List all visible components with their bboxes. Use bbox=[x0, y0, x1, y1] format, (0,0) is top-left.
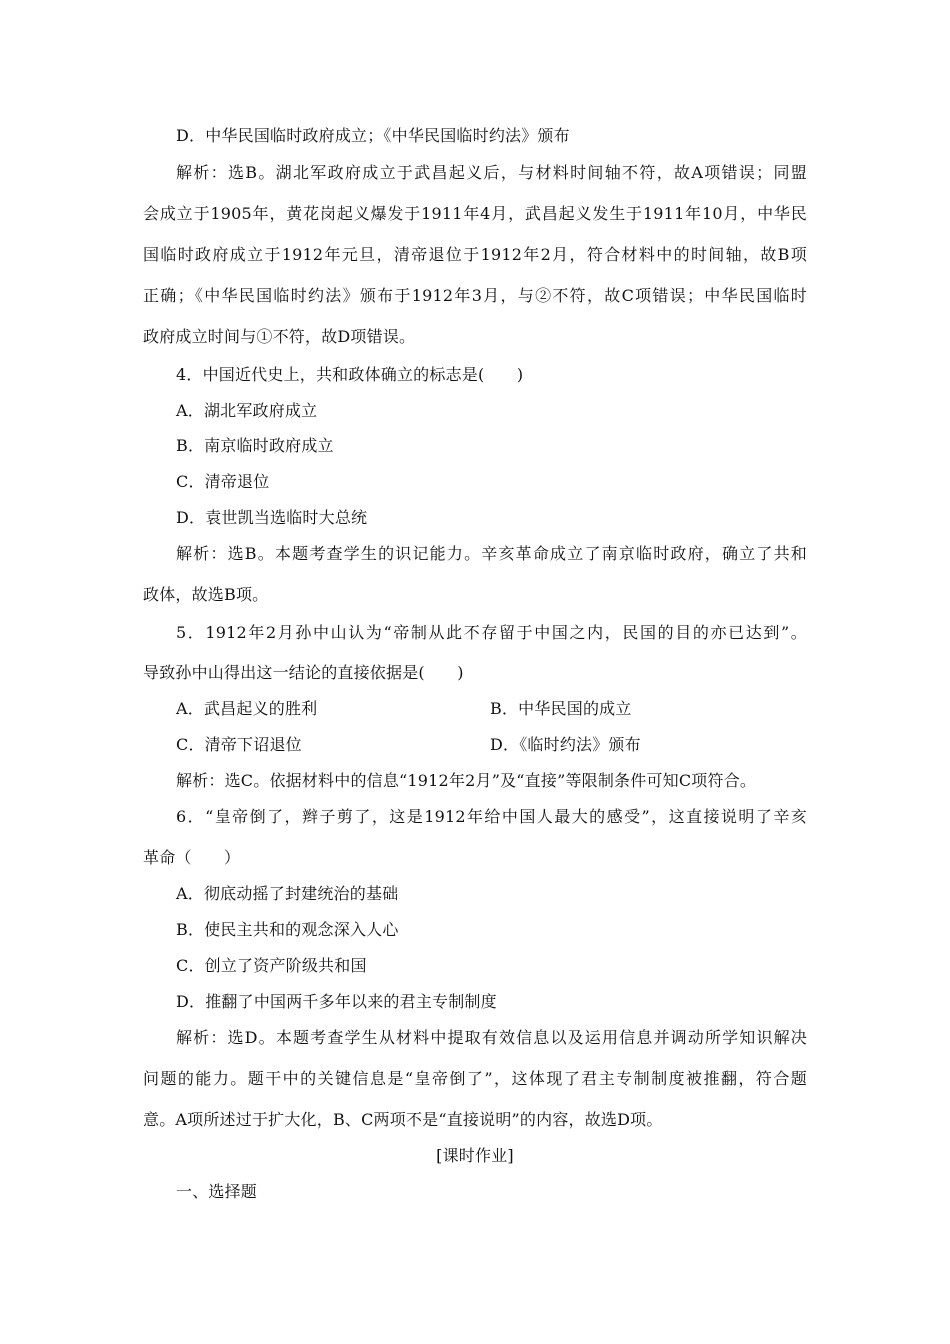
q3-analysis-line-5: 政府成立时间与①不符，故D项错误。 bbox=[143, 327, 416, 346]
q6-stem-line-2: 革命（ ） bbox=[143, 848, 241, 867]
q4-option-d: D．袁世凯当选临时大总统 bbox=[176, 508, 368, 527]
q3-analysis-line-2: 会成立于1905年，黄花岗起义爆发于1911年4月，武昌起义发生于1911年10月，中华民 bbox=[143, 204, 807, 223]
section-title: 一、选择题 bbox=[176, 1182, 258, 1201]
q6-option-c: C．创立了资产阶级共和国 bbox=[176, 956, 367, 975]
q5-analysis: 解析：选C。依据材料中的信息“1912年2月”及“直接”等限制条件可知C项符合。 bbox=[176, 771, 757, 790]
q6-analysis-line-1: 解析：选D。本题考查学生从材料中提取有效信息以及运用信息并调动所学知识解决 bbox=[176, 1028, 807, 1047]
q6-analysis-line-2: 问题的能力。题干中的关键信息是“皇帝倒了”，这体现了君主专制制度被推翻，符合题 bbox=[143, 1069, 807, 1088]
q6-analysis-line-3: 意。A项所述过于扩大化，B、C两项不是“直接说明”的内容，故选D项。 bbox=[143, 1110, 663, 1129]
q3-analysis-line-3: 国临时政府成立于1912年元旦，清帝退位于1912年2月，符合材料中的时间轴，故B项 bbox=[143, 245, 807, 264]
q3-option-d: D．中华民国临时政府成立；《中华民国临时约法》颁布 bbox=[176, 126, 570, 145]
q4-analysis-line-2: 政体，故选B项。 bbox=[143, 585, 269, 604]
q3-analysis-line-1: 解析：选B。湖北军政府成立于武昌起义后，与材料时间轴不符，故A项错误；同盟 bbox=[176, 163, 807, 182]
q4-analysis-line-1: 解析：选B。本题考查学生的识记能力。辛亥革命成立了南京临时政府，确立了共和 bbox=[176, 544, 807, 563]
q5-option-d: D．《临时约法》颁布 bbox=[490, 735, 641, 754]
q6-stem-line-1: 6．“皇帝倒了，辫子剪了，这是1912年给中国人最大的感受”，这直接说明了辛亥 bbox=[176, 807, 807, 826]
q5-option-c: C．清帝下诏退位 bbox=[176, 735, 302, 754]
q6-option-b: B．使民主共和的观念深入人心 bbox=[176, 920, 399, 939]
q5-stem-line-1: 5．1912年2月孙中山认为“帝制从此不存留于中国之内，民国的目的亦已达到”。 bbox=[176, 623, 807, 642]
q5-option-a: A．武昌起义的胜利 bbox=[176, 699, 318, 718]
q4-option-c: C．清帝退位 bbox=[176, 472, 270, 491]
q3-analysis-line-4: 正确；《中华民国临时约法》颁布于1912年3月，与②不符，故C项错误；中华民国临时 bbox=[143, 286, 807, 305]
q5-stem-line-2: 导致孙中山得出这一结论的直接依据是( ) bbox=[143, 663, 464, 682]
q6-option-a: A．彻底动摇了封建统治的基础 bbox=[176, 884, 399, 903]
q4-option-a: A．湖北军政府成立 bbox=[176, 401, 318, 420]
q4-option-b: B．南京临时政府成立 bbox=[176, 436, 334, 455]
q4-stem: 4．中国近代史上，共和政体确立的标志是( ) bbox=[176, 365, 524, 384]
q6-option-d: D．推翻了中国两千多年以来的君主专制制度 bbox=[176, 992, 497, 1011]
q5-option-b: B．中华民国的成立 bbox=[490, 699, 632, 718]
homework-heading: [课时作业] bbox=[436, 1146, 514, 1165]
